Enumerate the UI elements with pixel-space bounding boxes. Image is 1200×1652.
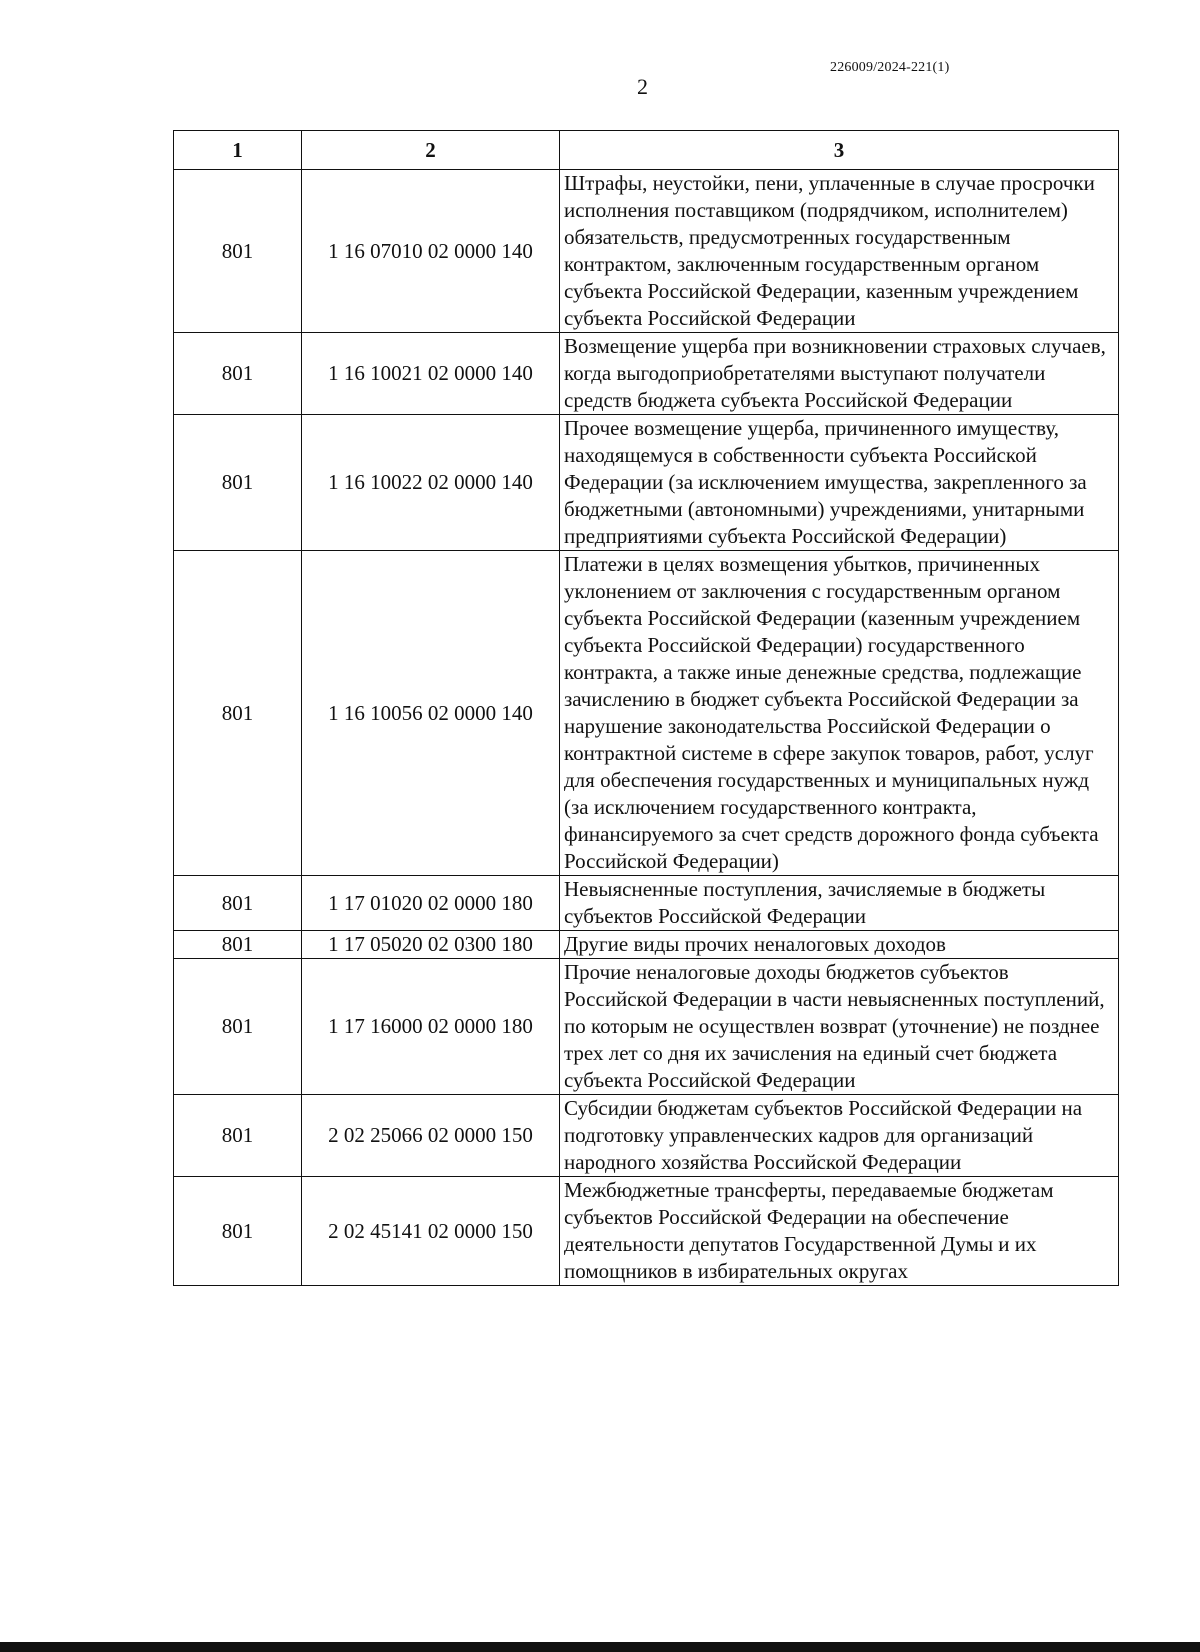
- admin-code-cell: 801: [174, 931, 302, 959]
- description-cell: Прочие неналоговые доходы бюджетов субъектов Российской Федерации в части невыясненных поступлений, по которым не осуществлен возврат (уточнение) не позднее трех лет со дня их зачисления на единый счет бюджета субъекта Российской Федерации: [560, 959, 1119, 1095]
- table-row: [174, 170, 1119, 333]
- admin-code-cell: 801: [174, 415, 302, 551]
- description-cell: Возмещение ущерба при возникновении страховых случаев, когда выгодоприобретателями выступают получатели средств бюджета субъекта Российской Федерации: [560, 333, 1119, 415]
- description-cell: Субсидии бюджетам субъектов Российской Федерации на подготовку управленческих кадров для организаций народного хозяйства Российской Федерации: [560, 1095, 1119, 1177]
- table-row: [174, 876, 1119, 931]
- document-id: 226009/2024-221(1): [830, 60, 950, 75]
- description-cell: Невыясненные поступления, зачисляемые в бюджеты субъектов Российской Федерации: [560, 876, 1119, 931]
- description-cell: Межбюджетные трансферты, передаваемые бюджетам субъектов Российской Федерации на обеспечение деятельности депутатов Государственной Думы и их помощников в избирательных округах: [560, 1177, 1119, 1286]
- table-row: [174, 959, 1119, 1095]
- column-header-1: 1: [174, 131, 302, 170]
- revenue-code-cell: 2 02 25066 02 0000 150: [302, 1095, 560, 1177]
- description-cell: Прочее возмещение ущерба, причиненного имуществу, находящемуся в собственности субъекта Российской Федерации (за исключением имущества, закрепленного за бюджетными (автономными) учреждениями, унитарными предприятиями субъекта Российской Федерации): [560, 415, 1119, 551]
- admin-code-cell: 801: [174, 551, 302, 876]
- description-cell: Штрафы, неустойки, пени, уплаченные в случае просрочки исполнения поставщиком (подрядчиком, исполнителем) обязательств, предусмотренных государственным контрактом, заключенным государственным органом субъекта Российской Федерации, казенным учреждением субъекта Российской Федерации: [560, 170, 1119, 333]
- table-row: [174, 1095, 1119, 1177]
- table-row: [174, 333, 1119, 415]
- table-row: [174, 415, 1119, 551]
- description-cell: Другие виды прочих неналоговых доходов: [560, 931, 1119, 959]
- revenue-code-cell: 1 16 10021 02 0000 140: [302, 333, 560, 415]
- revenue-code-cell: 1 17 16000 02 0000 180: [302, 959, 560, 1095]
- table-row: [174, 551, 1119, 876]
- revenue-code-cell: 1 17 01020 02 0000 180: [302, 876, 560, 931]
- admin-code-cell: 801: [174, 170, 302, 333]
- column-header-2: 2: [302, 131, 560, 170]
- page-number: 2: [637, 74, 648, 99]
- revenue-code-cell: 1 16 10056 02 0000 140: [302, 551, 560, 876]
- admin-code-cell: 801: [174, 1177, 302, 1286]
- revenue-code-cell: 1 16 10022 02 0000 140: [302, 415, 560, 551]
- admin-code-cell: 801: [174, 959, 302, 1095]
- revenue-code-cell: 2 02 45141 02 0000 150: [302, 1177, 560, 1286]
- revenue-code-cell: 1 17 05020 02 0300 180: [302, 931, 560, 959]
- column-header-3: 3: [560, 131, 1119, 170]
- revenue-code-cell: 1 16 07010 02 0000 140: [302, 170, 560, 333]
- table-row: [174, 1177, 1119, 1286]
- description-cell: Платежи в целях возмещения убытков, причиненных уклонением от заключения с государственным органом субъекта Российской Федерации (казенным учреждением субъекта Российской Федерации) государственного контракта, а также иные денежные средства, подлежащие зачислению в бюджет субъекта Российской Федерации за нарушение законодательства Российской Федерации о контрактной системе в сфере закупок товаров, работ, услуг для обеспечения государственных и муниципальных нужд (за исключением государственного контракта, финансируемого за счет средств дорожного фонда субъекта Российской Федерации): [560, 551, 1119, 876]
- revenue-codes-table: [173, 130, 1119, 1286]
- scan-edge-bar: [0, 1642, 1200, 1652]
- admin-code-cell: 801: [174, 333, 302, 415]
- admin-code-cell: 801: [174, 1095, 302, 1177]
- admin-code-cell: 801: [174, 876, 302, 931]
- table-header-row: [174, 131, 1119, 170]
- table-row: [174, 931, 1119, 959]
